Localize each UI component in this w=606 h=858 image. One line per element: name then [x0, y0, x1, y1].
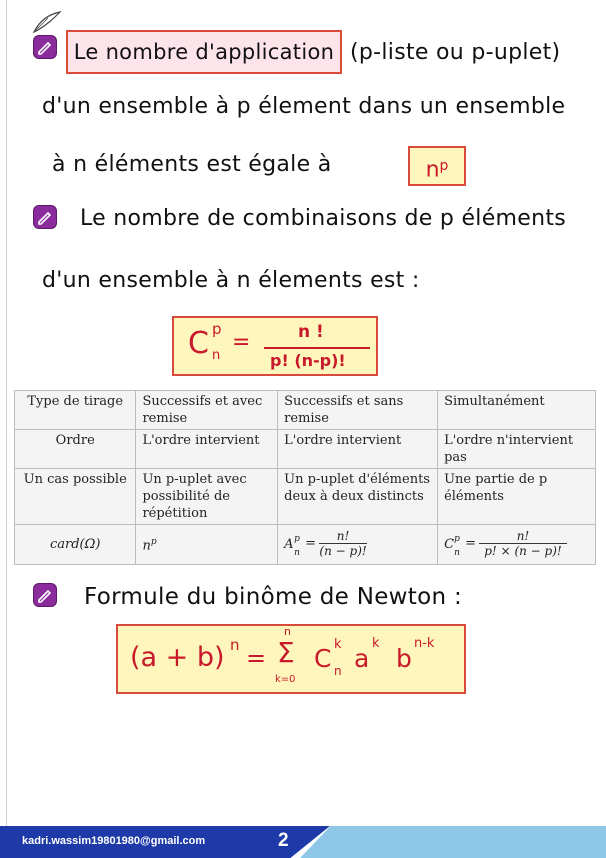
binomial-c-sup: k: [334, 637, 342, 652]
section2-line1: Le nombre de combinaisons de p éléments: [80, 206, 567, 231]
table-cell: Successifs et sans remise: [278, 391, 438, 430]
paren-text: (p-liste ou p-uplet): [350, 40, 561, 65]
combination-sup: p: [454, 533, 460, 544]
sigma-bottom: k=0: [275, 674, 296, 685]
binomial-equals: =: [246, 644, 267, 672]
card-col1: n: [142, 538, 151, 554]
page-number: 2: [278, 830, 289, 851]
footer-light-band: [300, 826, 606, 858]
sigma-symbol-icon: Σ: [277, 636, 295, 669]
card-label: card(Ω): [15, 525, 136, 565]
combination-symbol: C: [444, 536, 455, 552]
fraction-bar: [264, 347, 370, 349]
page-footer: [0, 826, 606, 858]
combination-den: p! × (n − p)!: [484, 544, 562, 559]
section1-line2: d'un ensemble à p élement dans un ensemble: [42, 94, 566, 119]
arrangement-den: (n − p)!: [319, 544, 367, 559]
table-row: [15, 430, 596, 469]
binomial-a: a: [354, 644, 370, 673]
footer-email: kadri.wassim19801980@gmail.com: [22, 835, 206, 847]
formula-numerator: n !: [298, 322, 324, 342]
combination-num: n!: [516, 529, 530, 544]
table-row: [15, 469, 596, 525]
combination-sub: n: [454, 547, 460, 558]
table-cell: A p n = n! (n − p)!: [278, 525, 438, 565]
tirage-table: [14, 390, 596, 565]
section3-title: Formule du binôme de Newton :: [84, 584, 463, 610]
table-cell: Une partie de p éléments: [438, 469, 596, 525]
binomial-c-sub: n: [334, 664, 342, 678]
arrangement-num: n!: [336, 529, 350, 544]
card-col1-sup: p: [150, 537, 157, 548]
arrangement-symbol: A: [284, 536, 294, 552]
pencil-bullet-icon: [34, 584, 56, 606]
pencil-bullet-icon: [34, 36, 56, 58]
table-cell: C p n = n! p! × (n − p)!: [438, 525, 596, 565]
table-cell: L'ordre intervient: [136, 430, 278, 469]
combinations-formula-box: [172, 316, 378, 376]
result-base: n: [425, 157, 440, 183]
table-row: [15, 525, 596, 565]
formula-lhs-sub: n: [212, 348, 221, 363]
sigma-top: n: [284, 625, 291, 638]
table-cell: Un p-uplet d'éléments deux à deux distincts: [278, 469, 438, 525]
table-cell: Successifs et avec remise: [136, 391, 278, 430]
arrangement-sup: p: [294, 533, 300, 544]
table-cell: Type de tirage: [15, 391, 136, 430]
pencil-bullet-icon: [34, 206, 56, 228]
table-cell: Simultanément: [438, 391, 596, 430]
highlight-text: Le nombre d'application: [73, 40, 335, 64]
section2-line2: d'un ensemble à n élements est :: [42, 268, 420, 293]
binomial-lhs-exp: n: [230, 636, 240, 654]
feather-doodle-icon: [30, 10, 64, 36]
section1-line3: à n éléments est égale à: [52, 152, 332, 177]
table-cell: [136, 525, 278, 565]
binomial-b-exp: n-k: [414, 636, 435, 651]
formula-lhs: C: [188, 326, 209, 361]
table-row: [15, 391, 596, 430]
binomial-lhs: (a + b): [130, 642, 225, 673]
formula-lhs-sup: p: [212, 320, 222, 338]
table-cell: L'ordre intervient: [278, 430, 438, 469]
formula-denominator: p! (n-p)!: [270, 351, 346, 370]
binomial-a-exp: k: [372, 636, 380, 651]
binomial-formula-box: [116, 624, 466, 694]
table-cell: Un p-uplet avec possibilité de répétition: [136, 469, 278, 525]
binomial-c: C: [314, 644, 332, 673]
result-exponent: p: [439, 158, 449, 174]
formula-equals: =: [232, 330, 251, 355]
table-cell: Un cas possible: [15, 469, 136, 525]
table-cell: Ordre: [15, 430, 136, 469]
arrangement-sub: n: [294, 547, 300, 558]
table-cell: L'ordre n'intervient pas: [438, 430, 596, 469]
result-box: [408, 146, 466, 186]
margin-line: [6, 0, 7, 826]
highlight-box: [66, 30, 342, 74]
binomial-b: b: [396, 644, 412, 673]
